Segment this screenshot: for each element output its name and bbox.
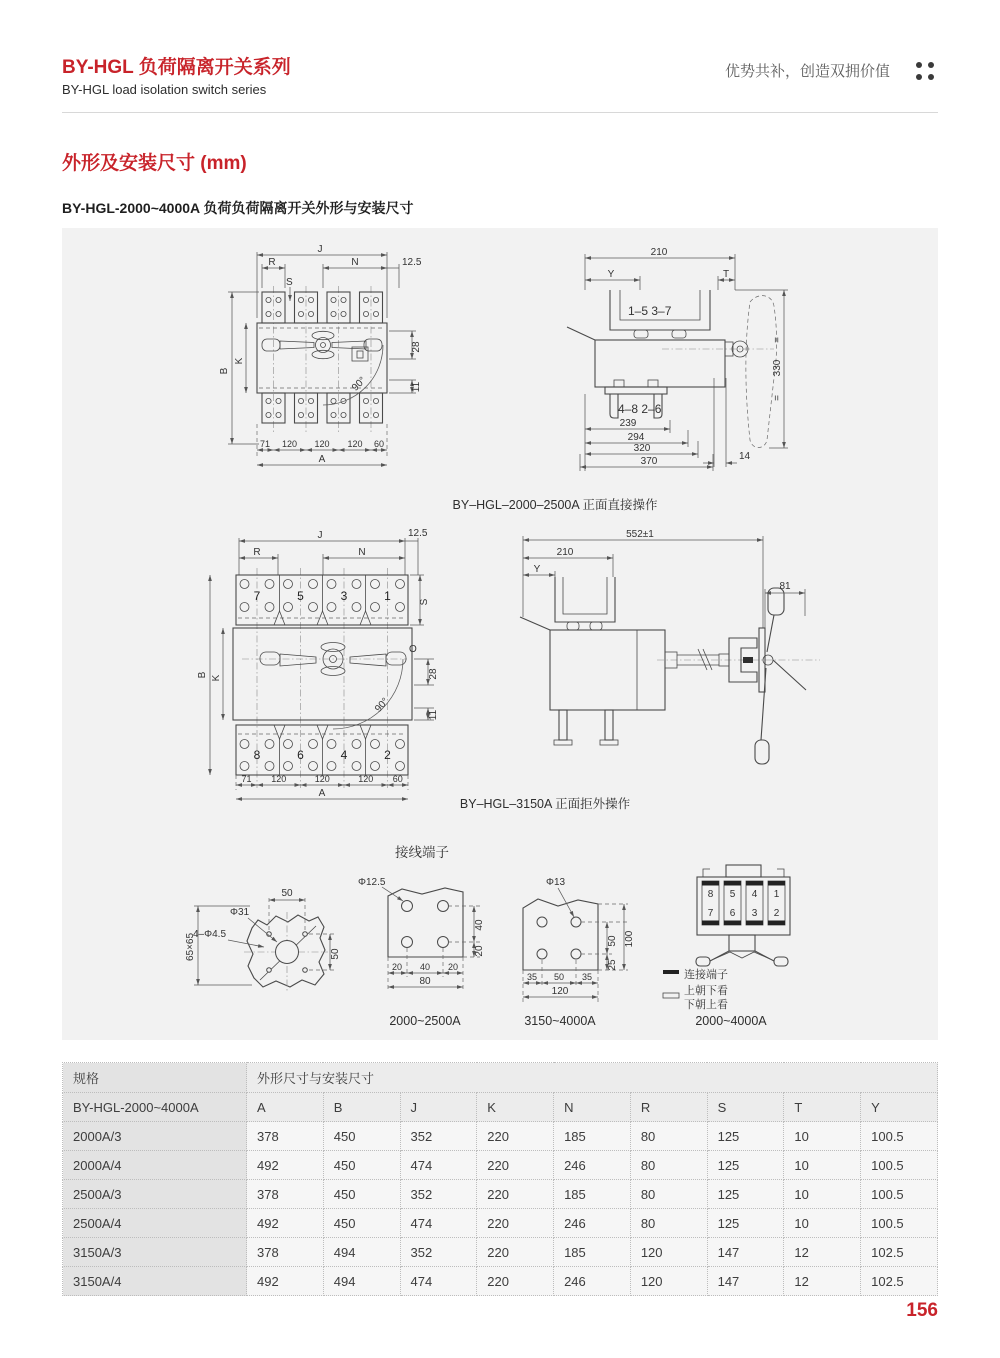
value-cell: 378 bbox=[247, 1122, 324, 1151]
terminal-plate-2000-2500 bbox=[358, 877, 485, 1028]
col-header: T bbox=[784, 1093, 861, 1122]
terminal-number: 8 bbox=[253, 748, 261, 762]
value-cell: 220 bbox=[477, 1267, 554, 1296]
legend-label: 连接端子 bbox=[684, 969, 728, 981]
value-cell: 450 bbox=[323, 1122, 400, 1151]
value-cell: 80 bbox=[630, 1122, 707, 1151]
dim-label: 25 bbox=[607, 959, 618, 971]
dim-label: 60 bbox=[373, 439, 385, 449]
dim-label: 81 bbox=[779, 581, 791, 592]
value-cell: 474 bbox=[400, 1151, 477, 1180]
value-cell: 100.5 bbox=[861, 1180, 938, 1209]
terminal-number: 7 bbox=[253, 589, 261, 603]
value-cell: 185 bbox=[554, 1122, 631, 1151]
value-cell: 120 bbox=[630, 1267, 707, 1296]
dim-label: 552±1 bbox=[626, 529, 654, 540]
dim-label: Φ12.5 bbox=[358, 877, 386, 888]
value-cell: 102.5 bbox=[861, 1238, 938, 1267]
front-view-numbered-drawing bbox=[197, 528, 439, 799]
terminal-number: 2 bbox=[773, 908, 780, 919]
dimension-drawings-panel bbox=[62, 228, 938, 1040]
dim-label: 12.5 bbox=[402, 257, 422, 268]
col-header: K bbox=[477, 1093, 554, 1122]
dim-label: B bbox=[197, 671, 208, 679]
dim-label: J bbox=[317, 244, 323, 255]
terminal-number: 5 bbox=[729, 889, 736, 900]
dim-label: 35 bbox=[581, 972, 593, 982]
drawing-caption: BY–HGL–2000–2500A 正面直接操作 bbox=[452, 498, 658, 512]
series-title-en: BY-HGL load isolation switch series bbox=[62, 82, 267, 97]
dim-label: N bbox=[358, 547, 366, 558]
value-cell: 185 bbox=[554, 1180, 631, 1209]
header-divider bbox=[62, 112, 938, 113]
terminal-block-drawing bbox=[663, 865, 790, 1028]
value-cell: 12 bbox=[784, 1267, 861, 1296]
value-cell: 492 bbox=[247, 1151, 324, 1180]
value-cell: 220 bbox=[477, 1238, 554, 1267]
terminal-plate-3150-4000 bbox=[523, 877, 635, 1028]
table-header-dimensions: 外形尺寸与安装尺寸 bbox=[247, 1063, 938, 1093]
value-cell: 220 bbox=[477, 1122, 554, 1151]
dim-label: 40 bbox=[474, 919, 485, 931]
value-cell: 10 bbox=[784, 1122, 861, 1151]
dim-label: 120 bbox=[358, 774, 374, 784]
dim-label: T bbox=[722, 269, 730, 280]
technical-drawing bbox=[62, 228, 938, 1040]
dim-label: Y bbox=[533, 564, 541, 575]
col-header: A bbox=[247, 1093, 324, 1122]
drawing-caption: 3150~4000A bbox=[524, 1014, 596, 1028]
dim-label: B bbox=[219, 367, 230, 375]
terminal-number: 6 bbox=[297, 748, 304, 762]
value-cell: 474 bbox=[400, 1209, 477, 1238]
side-view-direct-drawing bbox=[453, 247, 788, 512]
dim-label: 320 bbox=[633, 443, 651, 454]
dim-label: 20 bbox=[474, 945, 485, 957]
terminal-number: 3 bbox=[751, 908, 758, 919]
dim-label: 20 bbox=[391, 962, 403, 972]
table-row bbox=[63, 1238, 938, 1267]
dim-label: S bbox=[419, 598, 430, 606]
value-cell: 100.5 bbox=[861, 1209, 938, 1238]
value-cell: 10 bbox=[784, 1151, 861, 1180]
terminals-title: 接线端子 bbox=[395, 845, 449, 860]
dim-label: 100 bbox=[624, 930, 635, 948]
dim-label: 294 bbox=[627, 432, 645, 443]
value-cell: 125 bbox=[707, 1209, 784, 1238]
col-header: R bbox=[630, 1093, 707, 1122]
dim-label: 11 bbox=[428, 709, 439, 721]
value-cell: 450 bbox=[323, 1151, 400, 1180]
dim-label: 60 bbox=[392, 774, 403, 784]
col-header: B bbox=[323, 1093, 400, 1122]
dim-label: Φ31 bbox=[230, 907, 250, 918]
terminal-number: 2 bbox=[384, 748, 391, 762]
table-subheader-row bbox=[63, 1093, 938, 1122]
table-row bbox=[63, 1267, 938, 1296]
dim-label: 210 bbox=[556, 547, 574, 558]
dim-label: 28 bbox=[428, 668, 439, 680]
dim-label: 71 bbox=[259, 439, 271, 449]
terminal-number: 6 bbox=[729, 908, 736, 919]
dim-label: 14 bbox=[739, 451, 751, 462]
break-mark: = bbox=[772, 395, 783, 401]
value-cell: 352 bbox=[400, 1180, 477, 1209]
value-cell: 125 bbox=[707, 1122, 784, 1151]
front-view-drawing bbox=[219, 244, 422, 465]
dim-label: 50 bbox=[553, 972, 565, 982]
terminal-number: 4 bbox=[340, 748, 348, 762]
value-cell: 125 bbox=[707, 1180, 784, 1209]
terminal-number: 3 bbox=[340, 589, 348, 603]
value-cell: 492 bbox=[247, 1209, 324, 1238]
value-cell: 80 bbox=[630, 1151, 707, 1180]
spec-cell: 2000A/4 bbox=[63, 1151, 247, 1180]
page-number: 156 bbox=[906, 1300, 938, 1321]
dim-label: 80 bbox=[419, 976, 431, 987]
dim-label: O bbox=[409, 644, 417, 655]
spec-cell: 2500A/3 bbox=[63, 1180, 247, 1209]
value-cell: 80 bbox=[630, 1180, 707, 1209]
dim-label: 50 bbox=[607, 935, 618, 947]
dim-label: 90° bbox=[372, 696, 392, 715]
col-header: J bbox=[400, 1093, 477, 1122]
value-cell: 185 bbox=[554, 1238, 631, 1267]
dim-label: 71 bbox=[241, 774, 252, 784]
series-title-cn: BY-HGL 负荷隔离开关系列 bbox=[62, 57, 291, 78]
value-cell: 378 bbox=[247, 1180, 324, 1209]
dots-grid-icon bbox=[916, 62, 938, 82]
dim-label: K bbox=[211, 674, 222, 682]
terminal-number: 1 bbox=[773, 889, 780, 900]
value-cell: 474 bbox=[400, 1267, 477, 1296]
col-header: N bbox=[554, 1093, 631, 1122]
value-cell: 100.5 bbox=[861, 1151, 938, 1180]
pole-label: 1–5 3–7 bbox=[628, 304, 672, 318]
table-row bbox=[63, 1209, 938, 1238]
drawing-caption: BY–HGL–3150A 正面拒外操作 bbox=[459, 797, 631, 811]
value-cell: 10 bbox=[784, 1209, 861, 1238]
value-cell: 494 bbox=[323, 1267, 400, 1296]
spec-cell: 3150A/4 bbox=[63, 1267, 247, 1296]
dim-label: 370 bbox=[640, 456, 658, 467]
spec-cell: 2000A/3 bbox=[63, 1122, 247, 1151]
terminal-number: 4 bbox=[751, 889, 758, 900]
dim-label: 120 bbox=[314, 774, 330, 784]
dim-label: S bbox=[286, 277, 293, 288]
value-cell: 10 bbox=[784, 1180, 861, 1209]
drawing-caption: 2000~2500A bbox=[389, 1014, 461, 1028]
break-mark: = bbox=[772, 337, 783, 343]
dim-label: A bbox=[318, 454, 326, 465]
value-cell: 246 bbox=[554, 1151, 631, 1180]
dim-label: 120 bbox=[314, 439, 330, 449]
value-cell: 492 bbox=[247, 1267, 324, 1296]
terminal-lug-drawing bbox=[185, 888, 341, 992]
section-subtitle: BY-HGL-2000~4000A 负荷负荷隔离开关外形与安装尺寸 bbox=[62, 200, 414, 216]
dim-label: 4–Φ4.5 bbox=[193, 929, 227, 940]
pole-label: 4–8 2–6 bbox=[618, 402, 662, 416]
value-cell: 12 bbox=[784, 1238, 861, 1267]
dim-label: Φ13 bbox=[546, 877, 566, 888]
value-cell: 147 bbox=[707, 1267, 784, 1296]
dim-label: N bbox=[351, 257, 359, 268]
header-slogan: 优势共补，创造双拥价值 bbox=[724, 63, 890, 80]
terminal-drawings bbox=[185, 844, 790, 1028]
terminal-number: 5 bbox=[297, 589, 304, 603]
table-header-spec: 规格 bbox=[63, 1063, 247, 1093]
value-cell: 102.5 bbox=[861, 1267, 938, 1296]
value-cell: 147 bbox=[707, 1238, 784, 1267]
legend-label: 下朝上看 bbox=[684, 999, 728, 1011]
value-cell: 220 bbox=[477, 1180, 554, 1209]
dim-label: 239 bbox=[619, 418, 637, 429]
dim-label: J bbox=[317, 530, 323, 541]
dim-label: 35 bbox=[526, 972, 538, 982]
dim-label: 50 bbox=[330, 948, 341, 960]
value-cell: 352 bbox=[400, 1122, 477, 1151]
dim-label: 40 bbox=[419, 962, 431, 972]
dim-label: 90° bbox=[349, 374, 369, 394]
dim-label: 65×65 bbox=[185, 932, 196, 962]
legend-hollow-bar bbox=[663, 993, 679, 998]
value-cell: 220 bbox=[477, 1209, 554, 1238]
col-header: S bbox=[707, 1093, 784, 1122]
value-cell: 378 bbox=[247, 1238, 324, 1267]
terminal-number: 7 bbox=[707, 908, 714, 919]
value-cell: 120 bbox=[630, 1238, 707, 1267]
dim-label: 330 bbox=[772, 359, 783, 377]
terminal-number: 1 bbox=[384, 589, 391, 603]
value-cell: 450 bbox=[323, 1209, 400, 1238]
value-cell: 125 bbox=[707, 1151, 784, 1180]
value-cell: 352 bbox=[400, 1238, 477, 1267]
value-cell: 246 bbox=[554, 1267, 631, 1296]
dim-label: 120 bbox=[271, 774, 287, 784]
dim-label: K bbox=[234, 357, 245, 365]
dim-label: 50 bbox=[281, 888, 293, 899]
legend-label: 上朝下看 bbox=[684, 985, 728, 997]
dim-label: 20 bbox=[447, 962, 459, 972]
value-cell: 100.5 bbox=[861, 1122, 938, 1151]
section-title: 外形及安装尺寸 (mm) bbox=[62, 153, 247, 174]
dim-label: 120 bbox=[551, 986, 569, 997]
table-row bbox=[63, 1180, 938, 1209]
table-row bbox=[63, 1122, 938, 1151]
dim-label: A bbox=[318, 788, 326, 799]
value-cell: 220 bbox=[477, 1151, 554, 1180]
dim-label: Y bbox=[607, 269, 615, 280]
value-cell: 80 bbox=[630, 1209, 707, 1238]
dim-label: 120 bbox=[347, 439, 363, 449]
col-header: Y bbox=[861, 1093, 938, 1122]
value-cell: 494 bbox=[323, 1238, 400, 1267]
table-header-row bbox=[63, 1063, 938, 1093]
legend-solid-bar bbox=[663, 970, 679, 974]
table-row bbox=[63, 1151, 938, 1180]
dim-label: 12.5 bbox=[408, 528, 428, 539]
dim-label: 28 bbox=[411, 341, 422, 353]
dim-label: 11 bbox=[411, 381, 422, 393]
terminal-number: 8 bbox=[707, 889, 714, 900]
side-view-handwheel-drawing bbox=[460, 529, 820, 811]
dim-label: R bbox=[253, 547, 261, 558]
value-cell: 450 bbox=[323, 1180, 400, 1209]
dim-label: 210 bbox=[650, 247, 668, 258]
dim-label: R bbox=[268, 257, 276, 268]
spec-cell: 2500A/4 bbox=[63, 1209, 247, 1238]
dimensions-table bbox=[62, 1062, 938, 1296]
drawing-caption: 2000~4000A bbox=[695, 1014, 767, 1028]
dim-label: 120 bbox=[281, 439, 298, 449]
table-subheader-model: BY-HGL-2000~4000A bbox=[63, 1093, 247, 1122]
value-cell: 246 bbox=[554, 1209, 631, 1238]
spec-cell: 3150A/3 bbox=[63, 1238, 247, 1267]
